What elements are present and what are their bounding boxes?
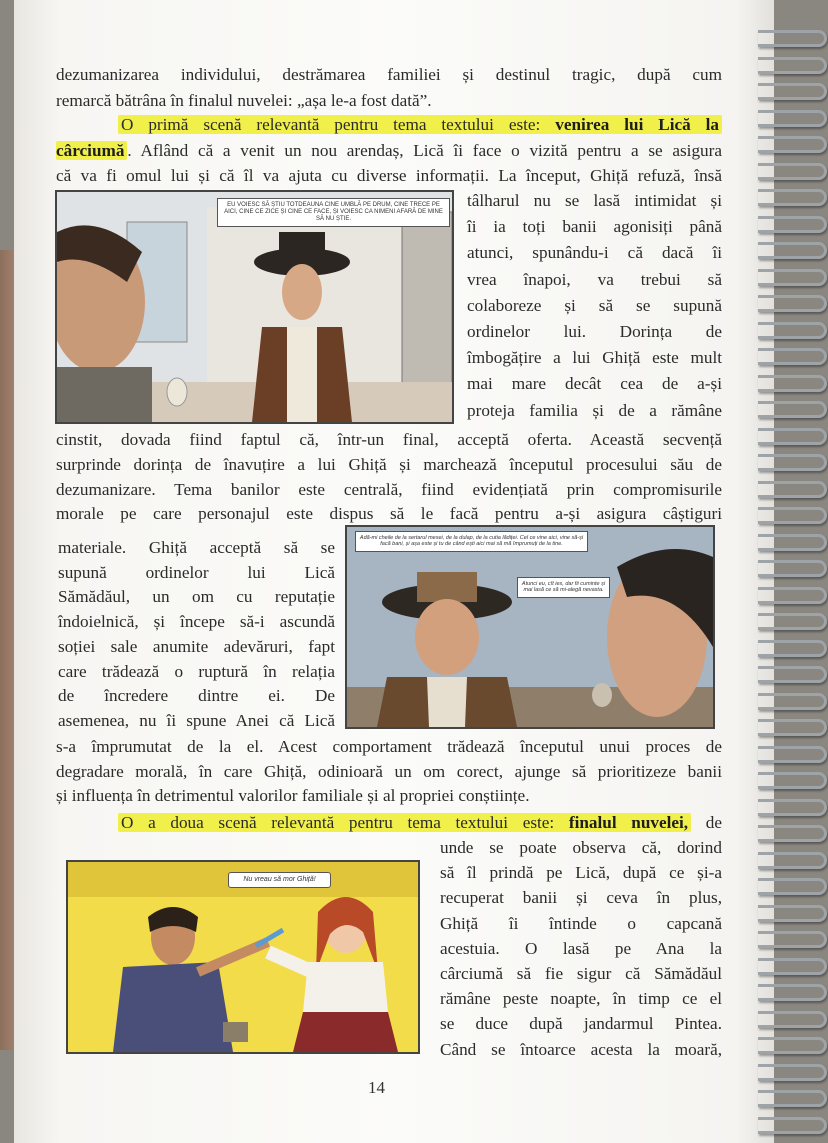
- spiral-ring: [758, 878, 827, 895]
- spiral-ring: [758, 719, 827, 736]
- scene2-heading: [118, 812, 722, 834]
- spiral-ring: [758, 375, 827, 392]
- text-line: supună ordinelor lui Lică: [58, 562, 335, 582]
- text-line: cinstit, dovada fiind faptul că, într-un final, acceptă oferta. Această secvență: [56, 430, 722, 449]
- spiral-ring: [758, 481, 827, 498]
- scene1-title-end: cârciumă: [56, 141, 125, 160]
- text-line: ordinelor lui. Dorința de: [467, 322, 722, 341]
- spiral-ring: [758, 984, 827, 1001]
- spiral-ring: [758, 189, 827, 206]
- spiral-ring: [758, 136, 827, 153]
- spiral-ring: [758, 507, 827, 524]
- spiral-ring: [758, 852, 827, 869]
- text-line: recuperat banii și ceva în plus,: [440, 888, 722, 908]
- spiral-ring: [758, 640, 827, 657]
- spiral-ring: [758, 799, 827, 816]
- text-line: unde se poate observa că, dorind: [440, 838, 722, 857]
- text-line: și influența în detrimentul valorilor familiale și al propriei conștiințe.: [56, 786, 530, 806]
- text-line: de încredere dintre ei. De: [58, 686, 335, 706]
- text-line: dezumanizarea individului, destrămarea familiei și destinul tragic, după cum: [56, 65, 722, 84]
- spiral-ring: [758, 110, 827, 127]
- spiral-ring: [758, 666, 827, 683]
- spiral-ring: [758, 825, 827, 842]
- spiral-ring: [758, 216, 827, 233]
- spiral-ring: [758, 958, 827, 975]
- spiral-ring: [758, 30, 827, 47]
- text-line: îndoielnică, și începe să-i ascundă: [58, 612, 335, 632]
- spiral-ring: [758, 1037, 827, 1054]
- text-line: dezumanizare. Tema banilor este centrală, fiind evidențiată prin compromisurile: [56, 479, 722, 499]
- text-line: cârciumă să fie sigur că Sămădăul: [440, 964, 722, 983]
- spiral-ring: [758, 905, 827, 922]
- text-line: mai mare decât cea de a-și: [467, 374, 722, 394]
- spiral-ring: [758, 534, 827, 551]
- scene1-heading: [118, 114, 722, 136]
- comic-panel-3: [66, 860, 420, 1054]
- text-line: asemenea, nu îi spune Anei că Lică: [58, 710, 335, 730]
- text-line: [56, 140, 722, 162]
- text-line: că va fi omul lui și că îl va ajuta cu diverse informații. La început, Ghiță refuză, însă: [56, 166, 722, 185]
- text-line: colaboreze și să se supună: [467, 295, 722, 315]
- spiral-binding: [758, 0, 828, 1143]
- speech-bubble: Nu vreau să mor Ghiță!: [228, 872, 331, 888]
- text-line: care trădează o ruptură în relația: [58, 661, 335, 681]
- spiral-ring: [758, 746, 827, 763]
- speech-bubble: EU VOIESC SĂ ȘTIU TOTDEAUNA CINE UMBLĂ PE DRUM, CINE TRECE PE AICI, CINE CE ZICE ȘI CINE CE FACE, ȘI VOIESC CA NIMENI AFARĂ DE MINE SĂ NU ȘTIE.: [217, 198, 450, 227]
- panel2-illustration: [347, 527, 713, 727]
- text-line: remarcă bătrâna în finalul nuvelei: „așa le-a fost dată”.: [56, 91, 432, 110]
- highlight: [118, 115, 722, 134]
- text-line: tâlharul nu se lasă intimidat și: [467, 191, 722, 210]
- text-line: soției sale anumite adevăruri, fapt: [58, 636, 335, 656]
- spiral-ring: [758, 57, 827, 74]
- text-span: . Aflând că a venit un nou arendaș, Lică îi face o vizită pentru a se asigura: [127, 141, 722, 160]
- text-line: s-a împrumutat de la el. Acest comportament trădează începutul unui proces de: [56, 737, 722, 756]
- spiral-ring: [758, 560, 827, 577]
- text-line: surprinde dorința de înavuțire a lui Ghiță și marchează începutul procesului său de: [56, 454, 722, 474]
- text-line: îi ia toți banii agonisiți până: [467, 217, 722, 237]
- text-line: rămâne peste noapte, în timp ce el: [440, 989, 722, 1009]
- text-line: îmbogățire a lui Ghiță este mult: [467, 348, 722, 368]
- scene2-lead: O a doua scenă relevantă pentru tema textului este:: [121, 813, 569, 832]
- spiral-ring: [758, 772, 827, 789]
- spiral-ring: [758, 242, 827, 259]
- text-line: degradare morală, în care Ghiță, odinioară un om corect, ajunge să prioritizeze banii: [56, 761, 722, 781]
- spiral-ring: [758, 587, 827, 604]
- panel3-illustration: [68, 862, 418, 1052]
- text-line: Când se întoarce acesta la moară,: [440, 1039, 722, 1059]
- text-line: proteja familia și de a rămâne: [467, 400, 722, 420]
- spiral-ring: [758, 454, 827, 471]
- text-line: vrea înapoi, va trebui să: [467, 269, 722, 289]
- text-line: acestuia. O lasă pe Ana la: [440, 938, 722, 958]
- spiral-ring: [758, 163, 827, 180]
- page-number: 14: [368, 1078, 385, 1097]
- text-line: Sămădăul, un om cu reputație: [58, 587, 335, 607]
- spiral-ring: [758, 931, 827, 948]
- spiral-ring: [758, 83, 827, 100]
- speech-bubble: Atunci eu, cît ies, dar fii cuminte și mai lasă ce să mi-alegă nevasta.: [517, 577, 610, 598]
- spiral-ring: [758, 401, 827, 418]
- text-line: Ghiță îi întinde o capcană: [440, 913, 722, 933]
- text-line: morale pe care personajul este dispus să le facă pentru a-și asigura câștiguri: [56, 504, 722, 524]
- text-line: atunci, spunându-i că dacă îi: [467, 243, 722, 263]
- spiral-ring: [758, 693, 827, 710]
- text-line: să îl prindă pe Lică, după ce și-a: [440, 863, 722, 883]
- spiral-ring: [758, 1090, 827, 1107]
- spiral-ring: [758, 1011, 827, 1028]
- scene2-title: finalul nuvelei,: [568, 813, 689, 832]
- comic-panel-2: [345, 525, 715, 729]
- spiral-ring: [758, 269, 827, 286]
- text-line: se duce după jandarmul Pintea.: [440, 1014, 722, 1034]
- spiral-ring: [758, 348, 827, 365]
- speech-bubble: Adă-mi cheile de la sertarul mesei, de la dulap, de la cutia lădiței. Cel ce vine aici, vine să-și facă bani, și așa este și tu de când ești aici mai să mă împrumuți de la tine.: [355, 531, 588, 552]
- spiral-ring: [758, 322, 827, 339]
- scene1-lead: O primă scenă relevantă pentru tema textului este:: [121, 115, 556, 134]
- comic-panel-1: [55, 190, 454, 424]
- spiral-ring: [758, 613, 827, 630]
- spiral-ring: [758, 295, 827, 312]
- text-line: materiale. Ghiță acceptă să se: [58, 538, 335, 557]
- spiral-ring: [758, 428, 827, 445]
- scene1-title: venirea lui Lică la: [555, 115, 719, 134]
- text-span: de: [691, 813, 722, 832]
- spiral-ring: [758, 1064, 827, 1081]
- highlight: [118, 813, 691, 832]
- spiral-ring: [758, 1117, 827, 1134]
